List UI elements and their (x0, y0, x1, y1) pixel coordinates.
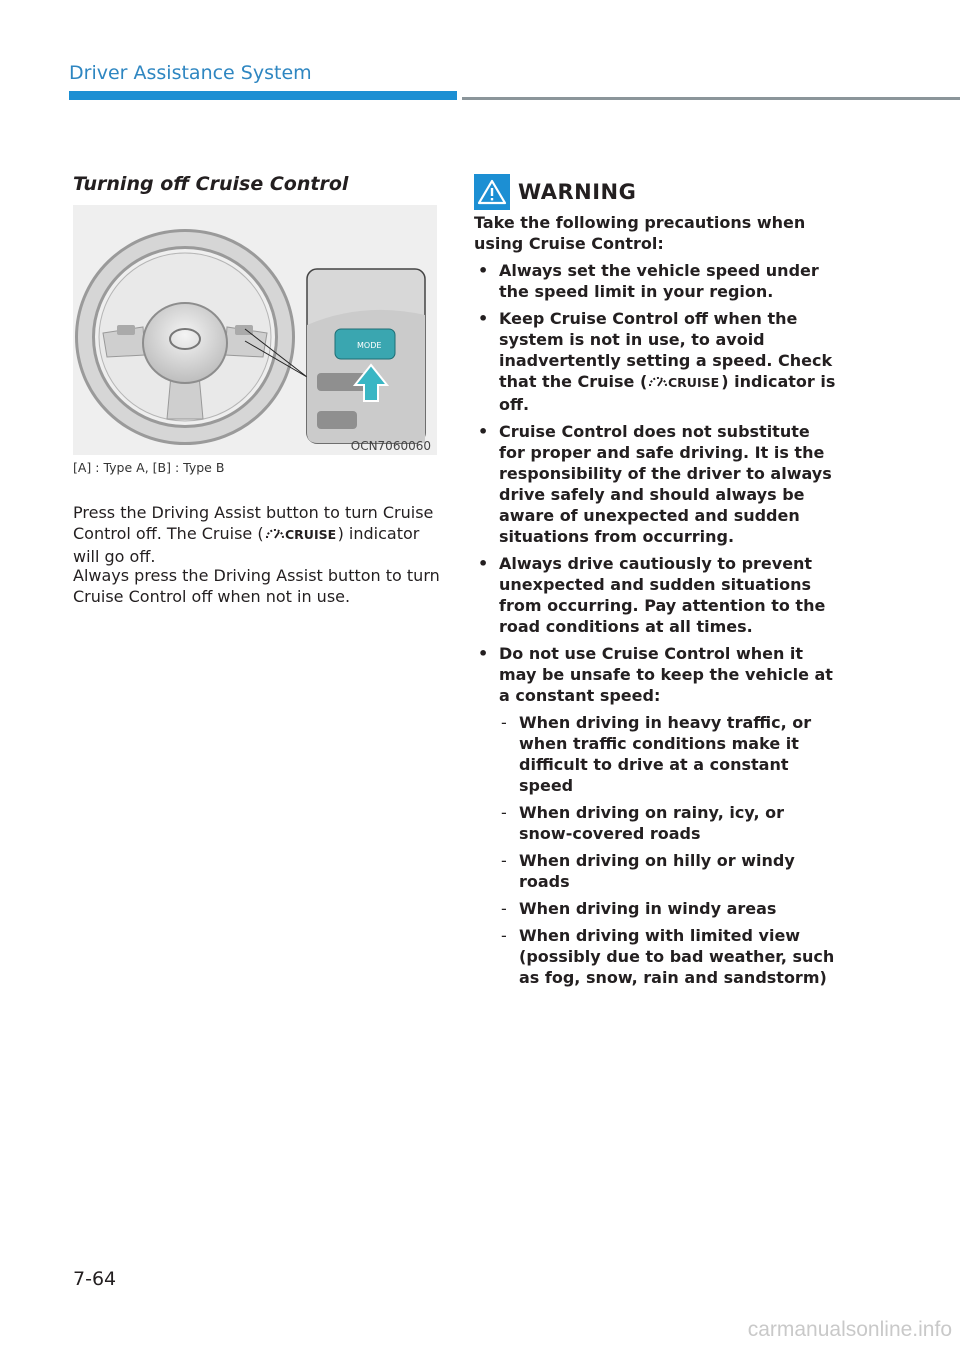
chapter-title: Driver Assistance System (69, 62, 312, 84)
cruise-indicator-icon (648, 373, 720, 394)
warning-bullet: • Always set the vehicle speed under the speed limit in your region. (478, 261, 819, 301)
figure-code: OCN7060060 (350, 439, 431, 453)
warning-sub-item: - When driving on hilly or windy roads (501, 851, 795, 891)
warning-bullet: • Do not use Cruise Control when it may be unsafe to keep the vehicle at a constant speed: - When driving in heavy traffic, or when traffic conditions make it difficult to drive at a constant speed - When driving on rainy, icy, or snow-covered roads - When driving on hilly or windy roads - When driving in windy areas - When driving with limited view (possibly due to bad weather, such as fog, snow, rain and sandstorm) (478, 644, 835, 987)
header-bar (69, 91, 457, 100)
header-rule (462, 97, 960, 100)
svg-text:MODE: MODE (357, 341, 382, 350)
warning-triangle-icon (474, 174, 510, 210)
section-title: Turning off Cruise Control (73, 173, 349, 195)
steering-wheel-illustration (73, 205, 437, 455)
warning-sub-item: - When driving on rainy, icy, or snow-covered roads (501, 803, 785, 843)
warning-label: WARNING (518, 180, 637, 204)
cruise-indicator-text: CRUISE (668, 375, 720, 389)
warning-sub-item: - When driving with limited view (possibly due to bad weather, such as fog, snow, rain and sandstorm) (501, 926, 835, 987)
paragraph-always-press: Always press the Driving Assist button to turn Cruise Control off when not in use. (73, 566, 440, 606)
warning-sub-item: - When driving in heavy traffic, or when traffic conditions make it difficult to drive at a constant speed (501, 713, 812, 795)
paragraph-turn-off: Press the Driving Assist button to turn Cruise Control off. The Cruise ( CRUISE ) indicator will go off. (73, 503, 434, 566)
warning-intro: Take the following precautions when using Cruise Control: (474, 213, 806, 253)
steering-wheel-figure (73, 205, 437, 455)
figure-caption: [A] : Type A, [B] : Type B (73, 460, 225, 475)
page-number: 7-64 (73, 1268, 117, 1290)
warning-bullet: • Keep Cruise Control off when the system is not in use, to avoid inadvertently setting a speed. Check that the Cruise ( CRUISE ) indicator is off. (478, 309, 836, 414)
cruise-indicator-text: CRUISE (284, 527, 336, 541)
warning-body (474, 212, 836, 994)
cruise-indicator-icon (265, 525, 337, 546)
warning-sub-item: - When driving in windy areas (501, 899, 777, 918)
watermark: carmanualsonline.info (747, 1318, 952, 1341)
warning-bullet: • Cruise Control does not substitute for proper and safe driving. It is the responsibility of the driver to always drive safely and should always be aware of unexpected and sudden situations from occurring. (478, 422, 832, 546)
warning-bullet: • Always drive cautiously to prevent unexpected and sudden situations from occurring. Pay attention to the road conditions at all times. (478, 554, 826, 636)
